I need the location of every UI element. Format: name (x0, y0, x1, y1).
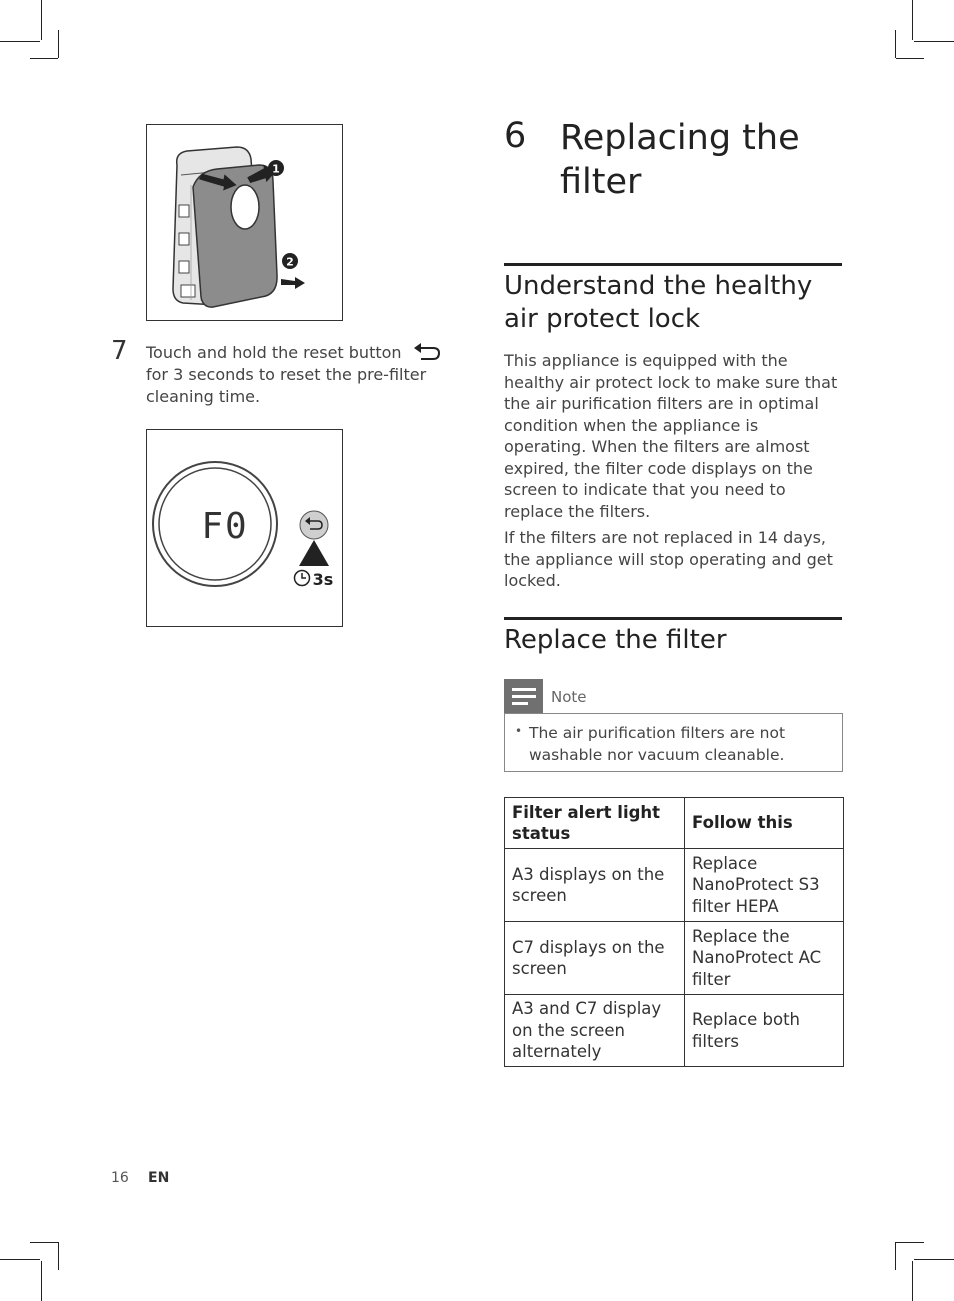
crop-mark (896, 58, 924, 59)
note-bullet: • (515, 724, 523, 738)
note-label: Note (551, 688, 587, 706)
press-arrow-icon (299, 540, 329, 566)
section-heading-replace-filter: Replace the filter (504, 625, 727, 655)
step-7-text-end: for 3 seconds to reset the pre-filter cleaning time. (146, 365, 427, 406)
chapter-title: Replacing the filter (560, 118, 800, 202)
crop-mark (30, 58, 58, 59)
table-cell: Replace NanoProtect S3 filter HEPA (685, 849, 844, 922)
reset-icon (413, 342, 443, 362)
table-cell: C7 displays on the screen (505, 922, 685, 995)
table-header: Filter alert light status (505, 798, 685, 849)
crop-mark (895, 30, 896, 58)
crop-mark (0, 41, 40, 42)
crop-mark (41, 1261, 42, 1301)
crop-mark (896, 1242, 924, 1243)
table-row (505, 849, 844, 922)
step-7-text-start: Touch and hold the reset button (146, 343, 402, 362)
note-icon (504, 679, 543, 713)
table-cell: Replace the NanoProtect AC filter (685, 922, 844, 995)
crop-mark (914, 41, 954, 42)
section-rule (504, 263, 842, 266)
note-text: The air purification filters are not washable nor vacuum cleanable. (529, 724, 786, 764)
lock-warning-paragraph: If the filters are not replaced in 14 days, the appliance will stop operating and get locked. (504, 528, 833, 590)
reset-display-illustration (146, 429, 343, 627)
table-row (505, 922, 844, 995)
language-code: EN (148, 1170, 170, 1186)
crop-mark (912, 1261, 913, 1301)
filter-alert-table (504, 797, 844, 1067)
note-box (504, 713, 843, 772)
table-header-row (505, 798, 844, 849)
purifier-panel-drawing (147, 125, 342, 320)
step-7-instruction (146, 342, 451, 408)
crop-mark (914, 1259, 954, 1260)
crop-mark (41, 0, 42, 40)
crop-mark (912, 0, 913, 40)
table-cell: A3 displays on the screen (505, 849, 685, 922)
table-cell: Replace both filters (685, 995, 844, 1067)
crop-mark (0, 1259, 40, 1260)
crop-mark (895, 1242, 896, 1270)
filter-code-display: F0 (201, 506, 249, 547)
section-heading-healthy-air-lock: Understand the healthy air protect lock (504, 271, 813, 334)
crop-mark (58, 30, 59, 58)
panel-removal-illustration (146, 124, 343, 321)
table-cell: A3 and C7 display on the screen alternately (505, 995, 685, 1067)
step-marker-1: 1 (272, 162, 280, 176)
display-drawing (147, 430, 342, 626)
hold-duration: 3s (312, 570, 334, 589)
step-number: 7 (111, 336, 128, 366)
crop-mark (58, 1242, 59, 1270)
page-number: 16 (111, 1170, 129, 1186)
table-header: Follow this (685, 798, 844, 849)
healthy-air-lock-paragraph: This appliance is equipped with the healthy air protect lock to make sure that the air purification filters are in optimal condition when the appliance is operating. When the filters are almost expired, the filter code displays on the screen to indicate that you need to replace the filters. (504, 351, 838, 521)
step-marker-2: 2 (286, 255, 294, 269)
table-row (505, 995, 844, 1067)
crop-mark (30, 1242, 58, 1243)
section-rule (504, 617, 842, 620)
chapter-number: 6 (504, 116, 527, 156)
